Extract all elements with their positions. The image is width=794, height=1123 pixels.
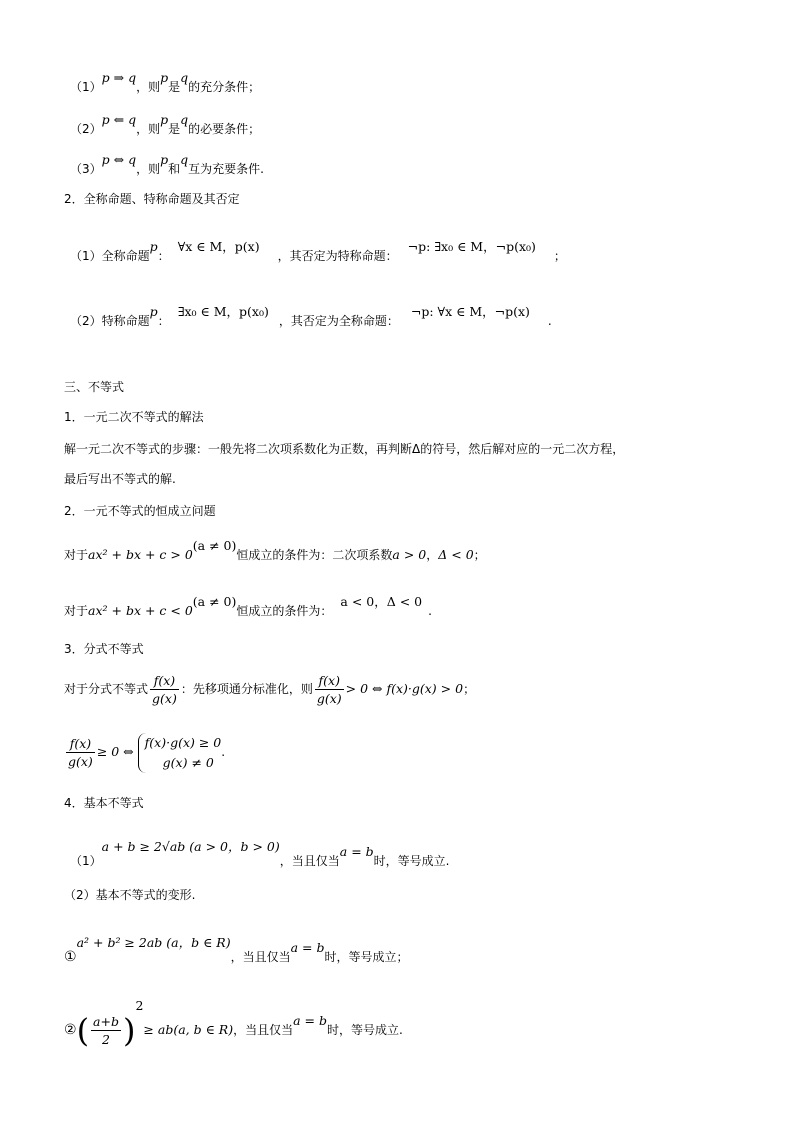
fraction <box>91 1013 121 1048</box>
text: . <box>221 745 226 759</box>
variant-2: ②( $\frac{a+b}{2}$ )$^2$≥ ab(a, b ∈ R)，当且仅当a = b时，等号成立. <box>64 998 403 1050</box>
logic-item-1 <box>70 70 261 96</box>
formula: a = b <box>290 940 325 955</box>
text: ，当且仅当 <box>230 950 291 964</box>
item-number: （1） <box>70 249 102 263</box>
text: 特称命题 <box>101 314 150 328</box>
text: 的充分条件； <box>188 80 261 94</box>
text: ， <box>426 548 439 562</box>
text: 时，等号成立. <box>373 854 450 868</box>
item-number: （2） <box>70 122 102 136</box>
text: ：先移项通分标准化，则 <box>180 682 313 696</box>
fraction-inequality-line-1 <box>64 670 475 708</box>
fraction-inequality-line-2 <box>64 730 225 774</box>
text: 对于 <box>64 548 89 562</box>
formula: p ⇒ q <box>101 70 137 85</box>
item-number: （2） <box>70 314 102 328</box>
subsection-title: 4．基本不等式 <box>64 796 144 810</box>
numerator: f(x) <box>66 735 95 753</box>
formula: ax² + bx + c < 0 <box>88 603 193 618</box>
text: 全称命题 <box>101 249 150 263</box>
denominator: g(x) <box>316 691 342 706</box>
text: ，则 <box>136 162 161 176</box>
fraction <box>66 735 95 770</box>
paragraph: 解一元二次不等式的步骤：一般先将二次项系数化为正数，再判断Δ的符号，然后解对应的一元二次方程， <box>64 442 625 456</box>
circled-number: ① <box>64 949 77 965</box>
formula: p ⇔ q <box>101 152 137 167</box>
text: 时，等号成立. <box>326 1023 403 1037</box>
logic-item-3 <box>70 152 264 178</box>
circled-number: ② <box>64 1022 77 1038</box>
item-number: （1） <box>70 80 102 94</box>
basic-inequality-1 <box>70 839 450 870</box>
text: ，其否定为全称命题： <box>278 314 399 328</box>
system-row: f(x)·g(x) ≥ 0 <box>144 734 222 750</box>
subsection-title: 1．一元二次不等式的解法 <box>64 410 204 424</box>
text: ，当且仅当 <box>279 854 340 868</box>
condition-line-2 <box>64 594 432 620</box>
formula: ∃x₀ ∈ M，p(x₀) <box>177 304 269 319</box>
text: ： <box>157 249 170 263</box>
text: ，当且仅当 <box>233 1023 294 1037</box>
numerator: f(x) <box>315 672 344 690</box>
section-title: 2．全称命题、特称命题及其否定 <box>64 192 240 206</box>
formula: a < 0，Δ < 0 <box>340 594 423 609</box>
formula: > 0 ⇔ f(x)·g(x) > 0 <box>345 681 464 696</box>
formula: a = b <box>339 844 374 859</box>
formula: a > 0 <box>392 547 427 562</box>
text: 和 <box>168 162 181 176</box>
formula: ≥ 0 ⇔ <box>96 744 134 759</box>
existential-proposition <box>70 304 552 330</box>
var-p: p <box>149 239 158 254</box>
formula: a² + b² ≥ 2ab (a，b ∈ R) <box>76 935 231 950</box>
var-q: q <box>180 152 189 167</box>
text: 的必要条件； <box>188 122 261 136</box>
formula: ax² + bx + c > 0 <box>88 547 193 562</box>
subsection-title: 3．分式不等式 <box>64 642 144 656</box>
denominator: g(x) <box>152 691 177 706</box>
equation-system <box>138 733 222 773</box>
var-p: p <box>160 112 169 127</box>
condition: (a ≠ 0) <box>192 594 237 609</box>
logic-item-2 <box>70 112 261 138</box>
text: ： <box>157 314 170 328</box>
right-paren: ) <box>122 1011 136 1050</box>
var-p: p <box>160 70 169 85</box>
text: ； <box>473 548 486 562</box>
numerator: f(x) <box>150 672 179 690</box>
paragraph: 最后写出不等式的解. <box>64 472 176 486</box>
var-q: q <box>180 112 189 127</box>
fraction <box>150 672 179 707</box>
var-p: p <box>160 152 169 167</box>
text: ，则 <box>136 80 161 94</box>
text: ； <box>553 249 566 263</box>
text: 恒成立的条件为：二次项系数 <box>236 548 393 562</box>
text: 对于 <box>64 604 89 618</box>
item-number: （3） <box>70 162 102 176</box>
variant-1 <box>64 935 409 966</box>
negation-formula: ¬p: ∃x₀ ∈ M，¬p(x₀) <box>407 239 536 254</box>
condition-line-1 <box>64 538 486 564</box>
section-heading: 三、不等式 <box>64 380 125 394</box>
subsection-title: （2）基本不等式的变形. <box>64 888 196 902</box>
text: 时，等号成立； <box>324 950 409 964</box>
formula: a + b ≥ 2√ab (a > 0，b > 0) <box>101 839 280 854</box>
formula: Δ < 0 <box>438 547 474 562</box>
formula: ≥ ab(a, b ∈ R) <box>143 1022 234 1037</box>
formula: p ⇐ q <box>101 112 137 127</box>
formula: ∀x ∈ M，p(x) <box>177 239 260 254</box>
var-q: q <box>180 70 189 85</box>
left-paren: ( <box>76 1011 90 1050</box>
text: 互为充要条件. <box>188 162 264 176</box>
var-p: p <box>149 304 158 319</box>
numerator: a+b <box>93 1014 119 1029</box>
fraction <box>315 672 344 707</box>
text: 对于分式不等式 <box>64 682 149 696</box>
text: . <box>547 314 552 328</box>
subsection-title: 2．一元不等式的恒成立问题 <box>64 504 216 518</box>
system-row: g(x) ≠ 0 <box>162 754 214 770</box>
text: 是 <box>168 122 181 136</box>
denominator: 2 <box>102 1032 110 1047</box>
text: ； <box>463 682 476 696</box>
negation-formula: ¬p: ∀x ∈ M，¬p(x) <box>410 304 530 319</box>
condition: (a ≠ 0) <box>192 538 237 553</box>
text: 是 <box>168 80 181 94</box>
text: 恒成立的条件为： <box>236 604 333 618</box>
formula: a = b <box>293 1013 327 1028</box>
text: . <box>428 604 432 618</box>
denominator: g(x) <box>68 754 93 769</box>
universal-proposition <box>70 239 566 265</box>
item-number: （1） <box>70 854 102 868</box>
text: ，其否定为特称命题： <box>277 249 398 263</box>
text: ，则 <box>136 122 161 136</box>
